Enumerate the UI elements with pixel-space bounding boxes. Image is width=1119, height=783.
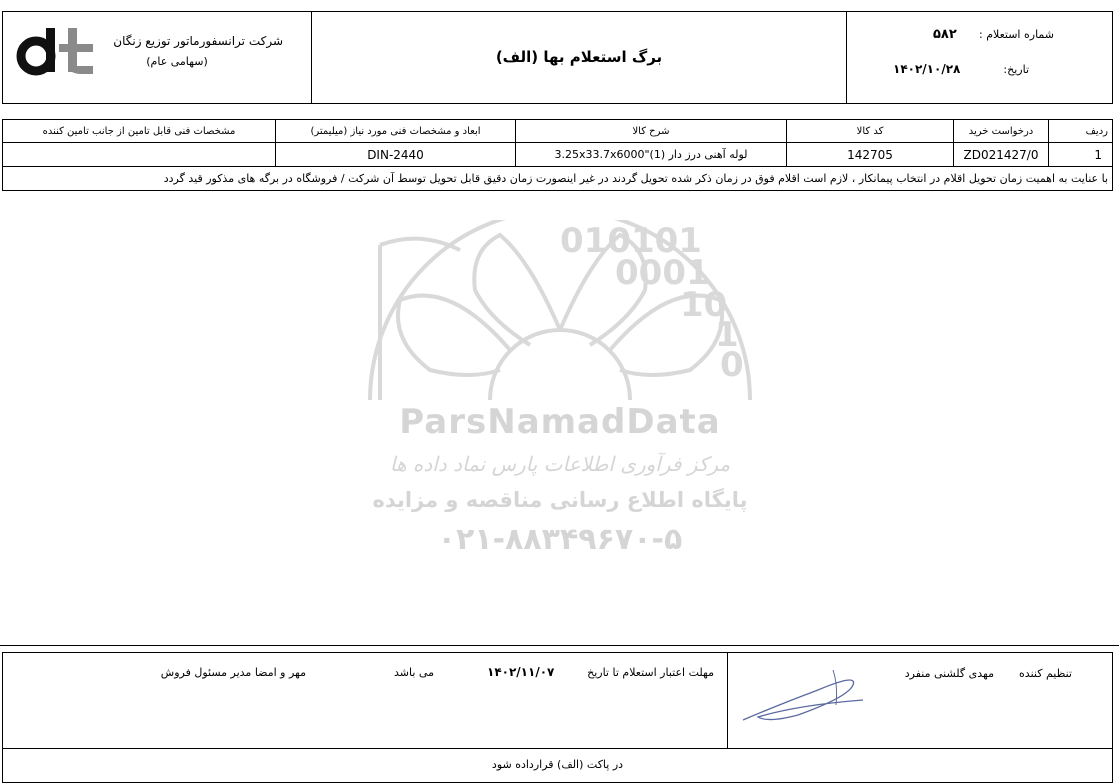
footer-col-divider (727, 653, 728, 748)
validity-suffix: می باشد (394, 666, 434, 679)
header-row-no: ردیف (1049, 120, 1113, 143)
cell-row-no: 1 (1049, 143, 1113, 167)
cell-dimensions: DIN-2440 (276, 143, 516, 167)
cell-supplier-specs (3, 143, 276, 167)
date-label: تاریخ: (1003, 63, 1029, 76)
date-value: ۱۴۰۲/۱۰/۲۸ (893, 62, 961, 76)
cell-item-code: 142705 (787, 143, 954, 167)
title-block (311, 12, 847, 103)
delivery-note: با عنایت به اهمیت زمان تحویل اقلام در انتخاب پیمانکار ، لازم است اقلام فوق در زمان ذکر شده تحویل گردند در غیر اینصورت زمان دقیق قابل تحویل توسط آن شرکت / فروشگاه در برگه های مذکور قید گردد (3, 167, 1113, 191)
company-block (3, 12, 311, 103)
company-name: شرکت ترانسفورماتور توزیع زنگان (113, 34, 283, 48)
header-dimensions: ابعاد و مشخصات فنی مورد نیاز (میلیمتر) (276, 120, 516, 143)
watermark (360, 220, 760, 560)
form-footer (2, 652, 1113, 783)
header-supplier-specs: مشخصات فنی قابل تامین از جانب تامین کننده (3, 120, 276, 143)
watermark-brand: ParsNamadData (399, 402, 721, 442)
table-header-row (3, 120, 1113, 143)
watermark-line2: پایگاه اطلاع رسانی مناقصه و مزایده (372, 488, 748, 512)
watermark-binary-3: 10 (680, 285, 728, 325)
items-table (2, 119, 1113, 191)
table-note-row (3, 167, 1113, 191)
validity-date: ۱۴۰۲/۱۱/۰۷ (487, 665, 555, 679)
watermark-binary-2: 0001 (615, 253, 710, 293)
footer-row-divider (3, 748, 1112, 749)
inquiry-meta-block (847, 12, 1114, 103)
footer-divider (0, 645, 1119, 646)
header-item-code: کد کالا (787, 120, 954, 143)
table-row (3, 143, 1113, 167)
watermark-phone: ۰۲۱-۸۸۳۴۹۶۷۰-۵ (437, 522, 683, 557)
watermark-logo-icon (360, 220, 760, 420)
packet-note: در پاکت (الف) قرارداده شود (491, 758, 624, 771)
watermark-binary-1: 010101 (560, 221, 702, 261)
form-header (2, 11, 1113, 104)
signature-icon (738, 665, 868, 727)
inquiry-number-label: شماره استعلام : (979, 28, 1054, 41)
cell-purchase-request: ZD021427/0 (954, 143, 1049, 167)
cell-item-desc: لوله آهنی درز دار 3.25x33.7x6000"(1) (516, 143, 787, 167)
prepared-by-label: تنظیم کننده (1019, 667, 1072, 680)
validity-label: مهلت اعتبار استعلام تا تاریخ (587, 666, 714, 679)
watermark-binary-4: 1 (715, 315, 739, 355)
sales-manager-stamp-label: مهر و امضا مدیر مسئول فروش (160, 666, 306, 679)
header-item-desc: شرح کالا (516, 120, 787, 143)
header-purchase-request: درخواست خرید (954, 120, 1049, 143)
watermark-binary-5: 0 (720, 345, 744, 385)
prepared-by-name: مهدی گلشنی منفرد (904, 667, 994, 680)
inquiry-number-value: ۵۸۲ (933, 27, 957, 42)
form-title: برگ استعلام بها (الف) (495, 48, 663, 66)
company-type: (سهامی عام) (146, 55, 208, 68)
watermark-line1: مرکز فرآوری اطلاعات پارس نماد داده ها (389, 452, 731, 476)
